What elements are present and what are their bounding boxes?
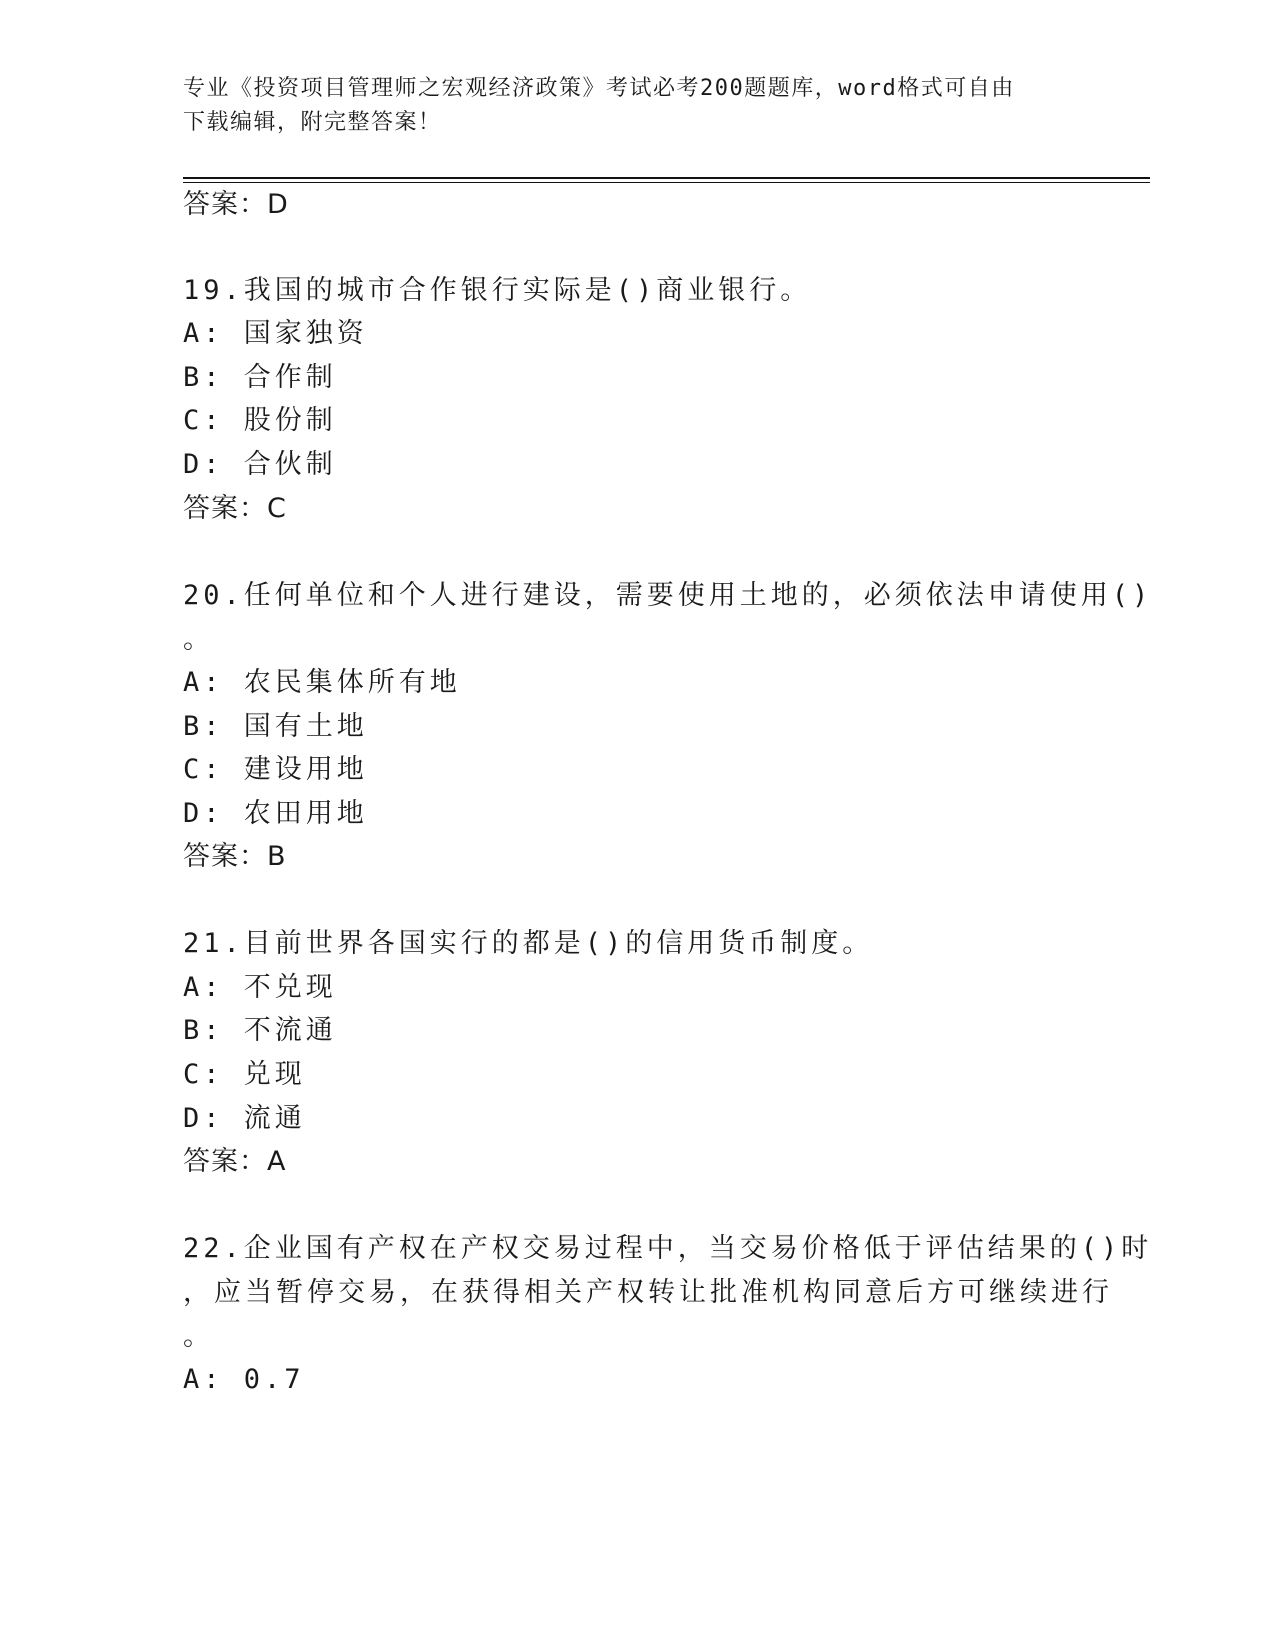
question-21-option-a: A: 不兑现 bbox=[183, 972, 337, 1003]
question-19-option-b: B: 合作制 bbox=[183, 362, 337, 393]
question-20-option-d: D: 农田用地 bbox=[183, 798, 368, 829]
header-divider-thin bbox=[183, 182, 1150, 183]
header-line-2: 下载编辑，附完整答案！ bbox=[183, 110, 442, 135]
question-20-line-2: 。 bbox=[183, 624, 214, 655]
question-22 bbox=[183, 1229, 1153, 1357]
answer-18: 答案：D bbox=[183, 189, 289, 220]
question-21 bbox=[183, 924, 1083, 964]
question-20 bbox=[183, 576, 1153, 660]
document-header bbox=[183, 72, 1073, 140]
question-21-line-1: 21.目前世界各国实行的都是()的信用货币制度。 bbox=[183, 928, 874, 959]
answer-19: 答案：C bbox=[183, 493, 287, 524]
question-21-option-b: B: 不流通 bbox=[183, 1015, 337, 1046]
question-22-line-3: 。 bbox=[183, 1321, 214, 1352]
question-19-option-c: C: 股份制 bbox=[183, 405, 337, 436]
question-22-option-a: A: 0.7 bbox=[183, 1364, 305, 1395]
question-20-option-b: B: 国有土地 bbox=[183, 711, 368, 742]
question-21-option-d: D: 流通 bbox=[183, 1103, 306, 1134]
question-19 bbox=[183, 271, 1083, 311]
question-22-line-1: 22.企业国有产权在产权交易过程中，当交易价格低于评估结果的()时 bbox=[183, 1233, 1153, 1264]
question-19-option-a: A: 国家独资 bbox=[183, 318, 368, 349]
header-line-1: 专业《投资项目管理师之宏观经济政策》考试必考200题题库，word格式可自由 bbox=[183, 76, 1015, 101]
question-19-line-1: 19.我国的城市合作银行实际是()商业银行。 bbox=[183, 275, 812, 306]
question-19-option-d: D: 合伙制 bbox=[183, 449, 337, 480]
question-21-option-c: C: 兑现 bbox=[183, 1059, 306, 1090]
question-20-line-1: 20.任何单位和个人进行建设，需要使用土地的，必须依法申请使用() bbox=[183, 580, 1153, 611]
header-divider-thick bbox=[183, 177, 1150, 179]
question-20-option-c: C: 建设用地 bbox=[183, 754, 368, 785]
question-20-option-a: A: 农民集体所有地 bbox=[183, 667, 461, 698]
answer-20: 答案：B bbox=[183, 841, 287, 872]
answer-21: 答案：A bbox=[183, 1146, 287, 1177]
question-22-line-2: ，应当暂停交易，在获得相关产权转让批准机构同意后方可继续进行 bbox=[183, 1277, 1113, 1308]
